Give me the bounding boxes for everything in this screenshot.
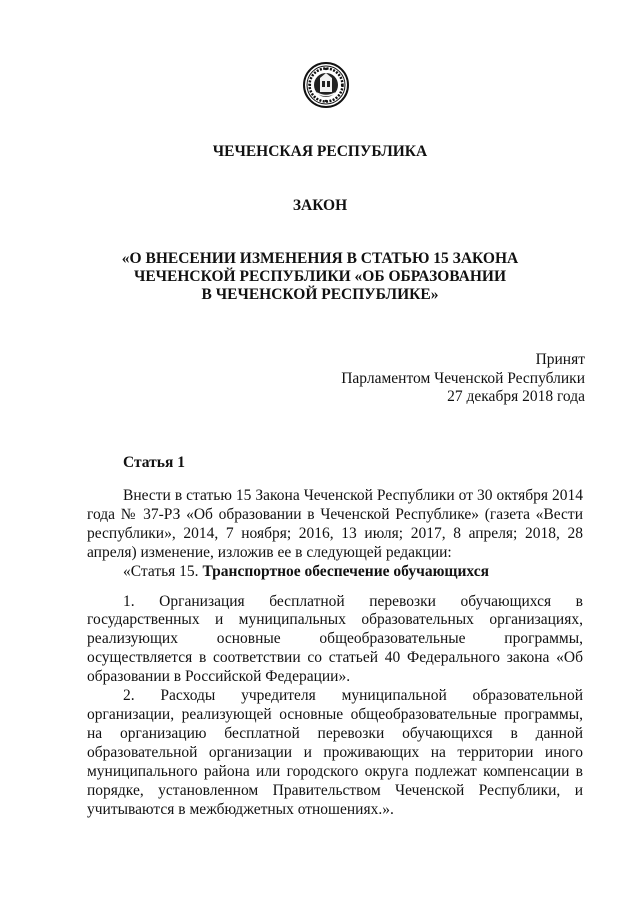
document-type: ЗАКОН (292, 197, 348, 214)
new-article-heading (87, 563, 583, 582)
adoption-status: Принят (535, 351, 585, 368)
paragraph-2: 2. Расходы учредителя муниципальной образовательной организации, реализующей основные общеобразовательные программы, на организацию бесплатной перевозки обучающихся в данной образовательной организации и проживающих на территории иного муниципального района или городского округа подлежат компенсации в порядке, установленном Правительством Чеченской Республики, и учитываются в межбюджетных отношениях.». (87, 687, 583, 818)
law-title-line: В ЧЕЧЕНСКОЙ РЕСПУБЛИКЕ» (201, 286, 439, 303)
article-heading: Статья 1 (123, 454, 185, 471)
state-name: ЧЕЧЕНСКАЯ РЕСПУБЛИКА (212, 143, 428, 160)
chechen-republic-emblem-icon (303, 62, 349, 108)
adoption-date: 27 декабря 2018 года (447, 388, 585, 405)
article-intro-paragraph: Внести в статью 15 Закона Чеченской Республики от 30 октября 2014 года № 37-РЗ «Об образовании в Чеченской Республике» (газета «Вести республики», 2014, 7 ноября; 2016, 13 июля; 2017, 8 апреля; 2018, 28 апреля) изменение, изложив ее в следующей редакции: (87, 487, 583, 561)
paragraph-spacer (87, 582, 583, 593)
new-article-title: Транспортное обеспечение обучающихся (202, 562, 489, 580)
law-title-line: «О ВНЕСЕНИИ ИЗМЕНЕНИЯ В СТАТЬЮ 15 ЗАКОНА (121, 250, 519, 267)
law-title (0, 250, 640, 304)
paragraph-1: 1. Организация бесплатной перевозки обучающихся в государственных и муниципальных образовательных организациях, реализующих основные общеобразовательные программы, осуществляется в соответствии со статьей 40 Федерального закона «Об образовании в Российской Федерации». (87, 592, 583, 686)
law-title-line: ЧЕЧЕНСКОЙ РЕСПУБЛИКИ «ОБ ОБРАЗОВАНИИ (133, 268, 507, 285)
article-body (87, 487, 583, 819)
new-article-prefix: «Статья 15. (123, 562, 199, 580)
adoption-body: Парламентом Чеченской Республики (341, 369, 585, 387)
adoption-block (341, 351, 585, 407)
